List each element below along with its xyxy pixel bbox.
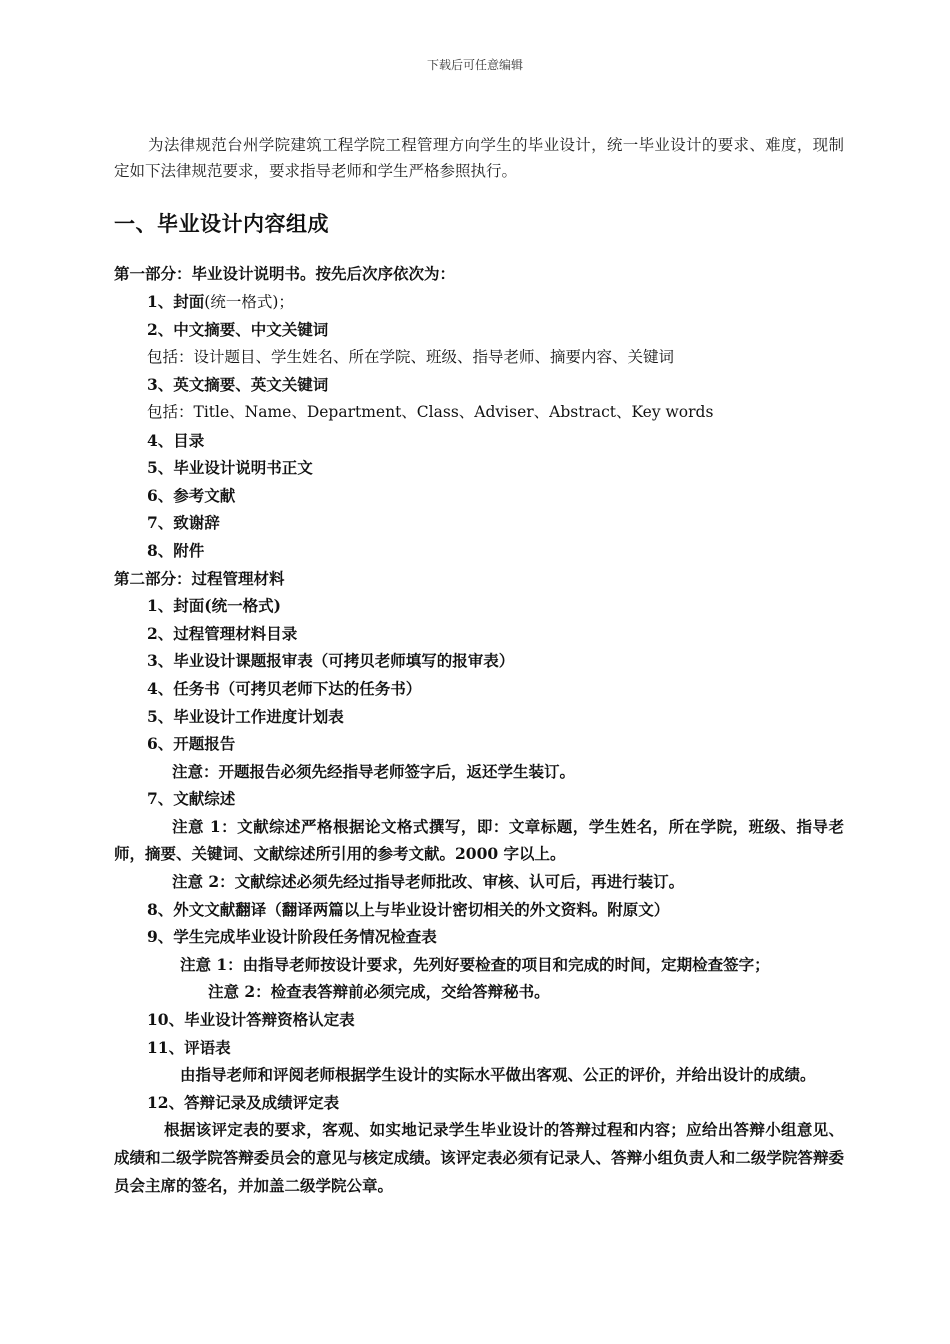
section-title: 一、毕业设计内容组成 xyxy=(114,212,329,236)
part2-item-7-note-2: 注意 2：文献综述必须先经过指导老师批改、审核、认可后，再进行装订。 xyxy=(172,872,685,892)
part2-item-8: 8、外文文献翻译（翻译两篇以上与毕业设计密切相关的外文资料。附原文） xyxy=(147,899,670,919)
page-header: 下载后可任意编辑 xyxy=(426,58,523,72)
part1-item-1-label: 1、封面 xyxy=(147,291,205,311)
part2-item-9-note-1: 注意 1：由指导老师按设计要求，先列好要检查的项目和完成的时间，定期检查签字； xyxy=(180,954,770,974)
part1-item-7: 7、致谢辞 xyxy=(147,513,220,533)
part1-item-6: 6、参考文献 xyxy=(147,485,236,505)
part1 xyxy=(114,260,844,565)
part2-item-10: 10、毕业设计答辩资格认定表 xyxy=(147,1010,355,1030)
intro-paragraph: 为法律规范台州学院建筑工程学院工程管理方向学生的毕业设计，统一毕业设计的要求、难度，现制定如下法律规范要求，要求指导老师和学生严格参照执行。 xyxy=(114,136,844,180)
part2-item-1: 1、封面(统一格式) xyxy=(147,596,281,616)
part2-item-9-note-2: 注意 2：检查表答辩前必须完成，交给答辩秘书。 xyxy=(208,982,550,1002)
part2-item-9: 9、学生完成毕业设计阶段任务情况检查表 xyxy=(147,927,437,947)
part2-item-7-note-1: 注意 1：文献综述严格根据论文格式撰写，即：文章标题，学生姓名，所在学院，班级、指导老师，摘要、关键词、文献综述所引用的参考文献。2000 字以上。 xyxy=(114,816,844,864)
part2-item-11: 11、评语表 xyxy=(147,1037,231,1057)
part1-item-1 xyxy=(114,288,844,317)
part2-item-6-note: 注意：开题报告必须先经指导老师签字后，返还学生装订。 xyxy=(172,761,576,781)
part2-item-12-note: 根据该评定表的要求，客观、如实地记录学生毕业设计的答辩过程和内容；应给出答辩小组意见、成绩和二级学院答辩委员会的意见与核定成绩。该评定表必须有记录人、答辩小组负责人和二级学院答辩委员会主席的签名，并加盖二级学院公章。 xyxy=(114,1120,844,1195)
part2-item-6: 6、开题报告 xyxy=(147,734,236,754)
part1-title: 第一部分：毕业设计说明书。按先后次序依次为： xyxy=(114,264,456,283)
part2-item-12: 12、答辩记录及成绩评定表 xyxy=(147,1092,340,1112)
document-body xyxy=(114,132,844,1199)
part1-item-3: 3、英文摘要、英文关键词 xyxy=(147,375,329,395)
part1-item-1-rest: (统一格式)； xyxy=(204,292,294,311)
part2-item-2: 2、过程管理材料目录 xyxy=(147,623,298,643)
part1-item-3-note: 包括：Title、Name、Department、Class、Adviser、Abstract、Key words xyxy=(147,402,714,421)
part2 xyxy=(114,565,844,1200)
part1-item-2: 2、中文摘要、中文关键词 xyxy=(147,320,329,340)
part2-title: 第二部分：过程管理材料 xyxy=(114,568,285,588)
part2-item-5: 5、毕业设计工作进度计划表 xyxy=(147,706,344,726)
part2-item-11-note: 由指导老师和评阅老师根据学生设计的实际水平做出客观、公正的评价，并给出设计的成绩。 xyxy=(180,1065,816,1085)
part2-item-7: 7、文献综述 xyxy=(147,789,236,809)
part2-item-4: 4、任务书（可拷贝老师下达的任务书） xyxy=(147,678,422,698)
part1-item-2-note: 包括：设计题目、学生姓名、所在学院、班级、指导老师、摘要内容、关键词 xyxy=(147,347,675,366)
part1-item-4: 4、目录 xyxy=(147,430,205,450)
part1-item-8: 8、附件 xyxy=(147,540,205,560)
part1-item-5: 5、毕业设计说明书正文 xyxy=(147,458,313,478)
part2-item-3: 3、毕业设计课题报审表（可拷贝老师填写的报审表） xyxy=(147,651,515,671)
